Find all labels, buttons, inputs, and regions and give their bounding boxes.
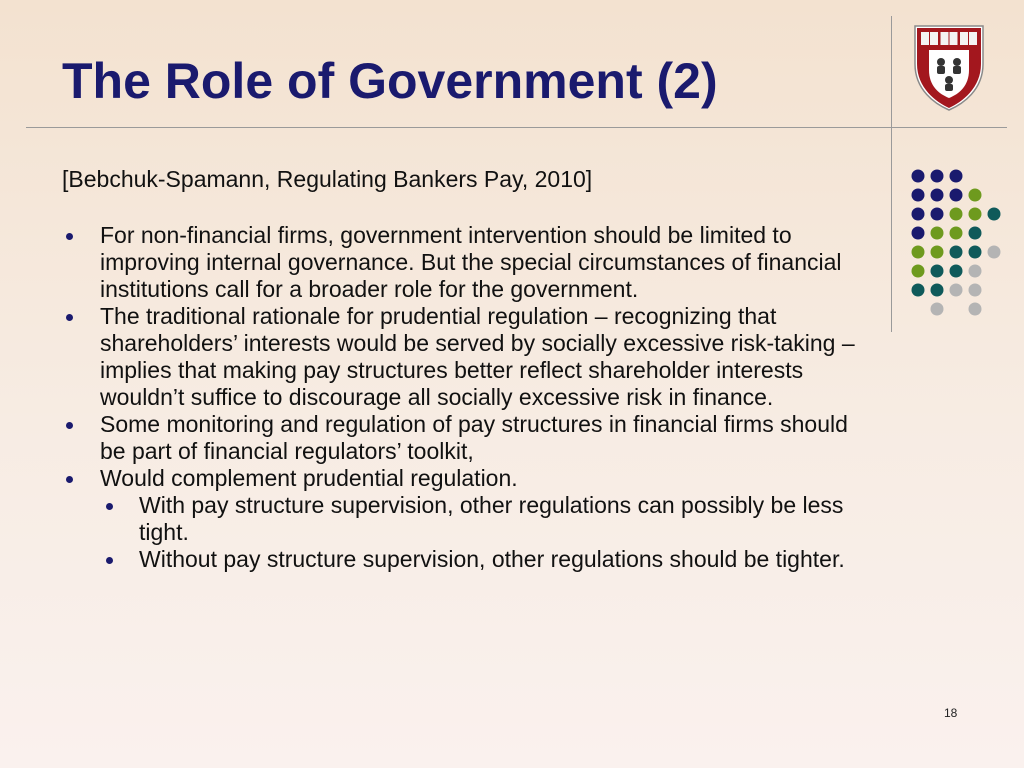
bullet-text: The traditional rationale for prudential regulation – recognizing that shareholders’ interests would be served by socially excessive risk-taking – implies that making pay structures better reflect shareholder interests wouldn’t suffice to discourage all socially excessive risk in finance. [100, 303, 855, 410]
bullet-icon [66, 314, 73, 321]
decorative-dot [950, 189, 963, 202]
decorative-dot [969, 227, 982, 240]
decorative-dot [931, 303, 944, 316]
sub-bullet-text: Without pay structure supervision, other regulations should be tighter. [139, 546, 845, 572]
bullet-item [62, 303, 862, 411]
sub-bullet-item [62, 492, 862, 546]
decorative-dot [912, 284, 925, 297]
sub-bullet-text: With pay structure supervision, other regulations can possibly be less tight. [139, 492, 844, 545]
decorative-dot [950, 227, 963, 240]
decorative-dot [912, 208, 925, 221]
sub-bullet-item [62, 546, 862, 573]
decorative-dot [931, 170, 944, 183]
decorative-dot [950, 284, 963, 297]
decorative-dot [931, 265, 944, 278]
logo-divider-vertical [891, 16, 892, 332]
decorative-dot [912, 246, 925, 259]
bullet-item [62, 465, 862, 492]
decorative-dot [912, 189, 925, 202]
shield-crest-logo [913, 24, 985, 112]
decorative-dot [969, 189, 982, 202]
decorative-dot [931, 246, 944, 259]
decorative-dot [950, 246, 963, 259]
decorative-dot [931, 227, 944, 240]
bullet-text: For non-financial firms, government intervention should be limited to improving internal governance. But the special circumstances of financial institutions call for a broader role for the government. [100, 222, 842, 302]
decorative-dot-grid [910, 168, 1006, 318]
bullet-item [62, 222, 862, 303]
bullet-icon [66, 422, 73, 429]
decorative-dot [988, 246, 1001, 259]
decorative-dot [988, 208, 1001, 221]
decorative-dot [969, 246, 982, 259]
bullet-text: Would complement prudential regulation. [100, 465, 518, 491]
bullet-icon [106, 557, 113, 564]
decorative-dot [931, 284, 944, 297]
decorative-dot [950, 208, 963, 221]
page-number: 18 [944, 706, 958, 720]
bullet-item [62, 411, 862, 465]
bullet-text: Some monitoring and regulation of pay structures in financial firms should be part of financial regulators’ toolkit, [100, 411, 848, 464]
decorative-dot [969, 284, 982, 297]
bullet-icon [66, 233, 73, 240]
decorative-dot [969, 303, 982, 316]
title-divider-horizontal [26, 127, 1007, 128]
decorative-dot [969, 208, 982, 221]
decorative-dot [912, 265, 925, 278]
citation: [Bebchuk-Spamann, Regulating Bankers Pay, 2010] [62, 166, 593, 192]
slide-title: The Role of Government (2) [62, 53, 718, 109]
decorative-dot [931, 189, 944, 202]
decorative-dot [969, 265, 982, 278]
bullet-icon [106, 503, 113, 510]
decorative-dot [912, 170, 925, 183]
decorative-dot [931, 208, 944, 221]
bullet-icon [66, 476, 73, 483]
bullet-list [62, 222, 862, 573]
decorative-dot [912, 227, 925, 240]
decorative-dot [950, 170, 963, 183]
decorative-dot [950, 265, 963, 278]
